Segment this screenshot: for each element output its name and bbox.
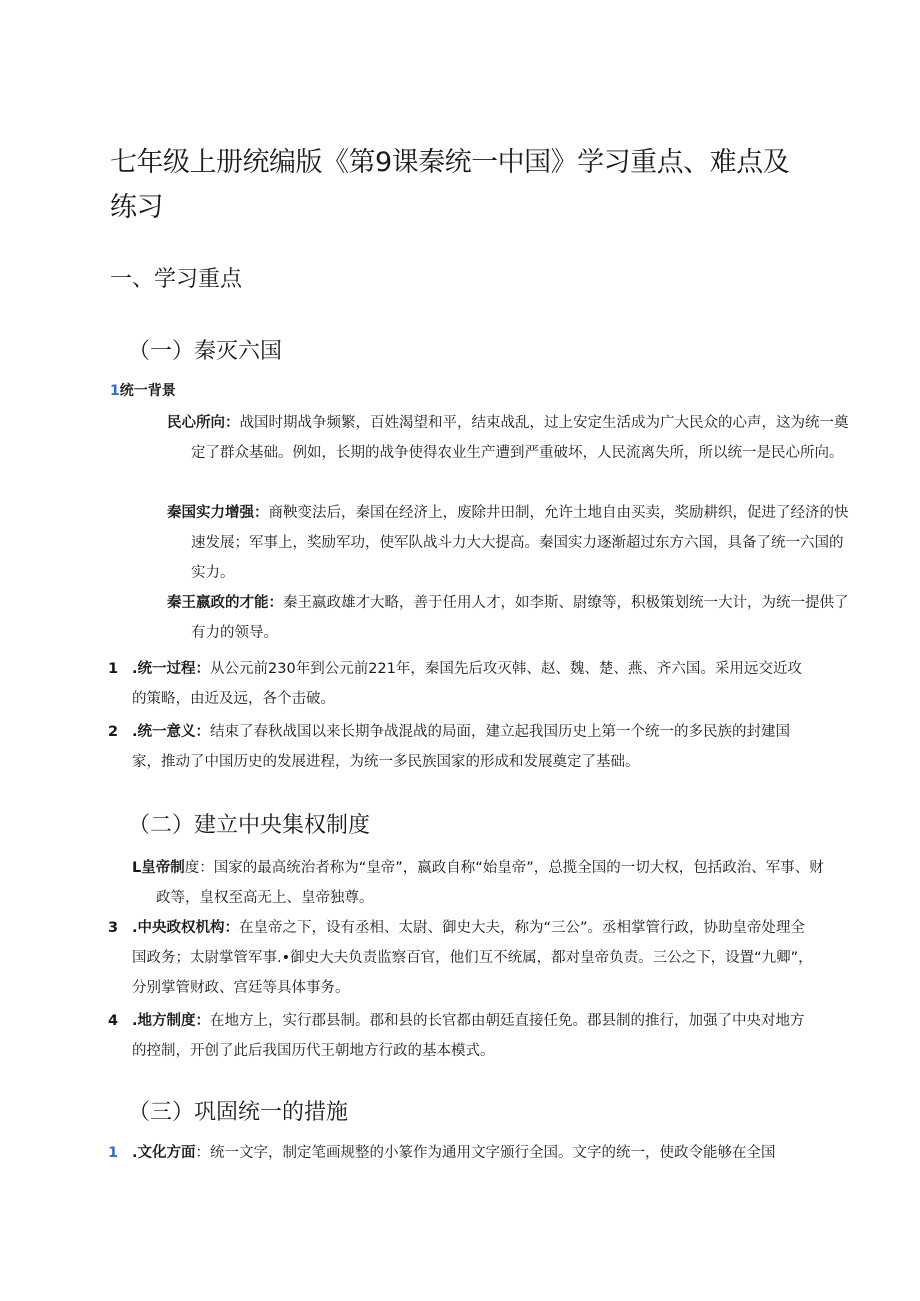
list-item-unification-significance (108, 717, 813, 777)
paragraph-text: 度：国家的最高统治者称为“皇帝”，嬴政自称“始皇帝”，总揽全国的一切大权，包括政治、军事、财政等，皇权至高无上、皇帝独尊。 (156, 860, 824, 906)
list-item-label: .文化方面 (132, 1145, 196, 1161)
paragraph-qin-strength (167, 498, 851, 588)
sub-heading-background (110, 380, 176, 400)
paragraph-label: 民心所向： (167, 415, 240, 431)
list-item-text: 在地方上，实行郡县制。郡和县的长官都由朝廷直接任免。郡县制的推行，加强了中央对地方的控制，开创了此后我国历代王朝地方行政的基本模式。 (132, 1013, 805, 1059)
paragraph-label: 秦国实力增强： (167, 505, 269, 521)
list-item-label: .统一意义： (132, 724, 211, 740)
list-item-central-organs (108, 913, 813, 1003)
list-item-unification-process (108, 654, 813, 714)
paragraph-label: 秦王嬴政的才能： (167, 595, 283, 611)
list-item-text: 结束了春秋战国以来长期争战混战的局面，建立起我国历史上第一个统一的多民族的封建国家，推动了中国历史的发展进程，为统一多民族国家的形成和发展奠定了基础。 (132, 724, 791, 770)
page-title: 七年级上册统编版《第9课秦统一中国》学习重点、难点及练习 (110, 147, 790, 223)
list-item-text: 在皇帝之下，设有丞相、太尉、御史大夫，称为“三公”。丞相掌管行政，协助皇帝处理全国政务；太尉掌管军事.•御史大夫负责监察百官，他们互不统属，都对皇帝负责。三公之下，设置“九卿”，分别掌管财政、宫廷等具体事务。 (132, 920, 813, 996)
subsection-heading-central-power: （二）建立中央集权制度 (128, 813, 371, 838)
paragraph-text: 战国时期战争频繁，百姓渴望和平，结束战乱，过上安定生活成为广大民众的心声，这为统一奠定了群众基础。例如，长期的战争使得农业生产遭到严重破坏，人民流离失所，所以统一是民心所向。 (191, 415, 849, 461)
list-item-text: 从公元前230年到公元前221年，秦国先后攻灭韩、赵、魏、楚、燕、齐六国。采用远交近攻的策略，由近及远，各个击破。 (132, 661, 802, 707)
list-item-number: 3 (108, 920, 119, 936)
list-item-label: .统一过程： (132, 661, 211, 677)
list-item-local-system (108, 1006, 813, 1066)
section-heading-key-points: 一、学习重点 (110, 267, 243, 292)
list-item-culture (108, 1138, 813, 1168)
list-item-number: 1 (108, 1145, 119, 1161)
paragraph-king-talent (167, 588, 851, 648)
sub-heading-label: 统一背景 (119, 383, 176, 399)
list-item-text: ：统一文字，制定笔画规整的小篆作为通用文字颁行全国。文字的统一，使政令能够在全国 (195, 1145, 776, 1161)
paragraph-text: 商鞅变法后，秦国在经济上，废除井田制，允许土地自由买卖，奖励耕织，促进了经济的快速发展；军事上，奖励军功，使军队战斗力大大提高。秦国实力逐渐超过东方六国，具备了统一六国的实力。 (191, 505, 849, 581)
list-item-number: 4 (108, 1013, 119, 1029)
paragraph-emperor-system (132, 853, 836, 913)
subsection-heading-qin-conquest: （一）秦灭六国 (128, 339, 283, 364)
list-item-number: 1 (108, 661, 119, 677)
list-item-label: .地方制度： (132, 1013, 211, 1029)
paragraph-public-will (167, 408, 851, 468)
paragraph-text: 秦王嬴政雄才大略，善于任用人才，如李斯、尉缭等，积极策划统一大计，为统一提供了有力的领导。 (191, 595, 849, 641)
subsection-heading-consolidation: （三）巩固统一的措施 (128, 1100, 349, 1125)
sub-heading-number: 1 (110, 383, 120, 399)
paragraph-label: L皇帝制 (132, 860, 185, 876)
list-item-label: .中央政权机构： (132, 920, 240, 936)
list-item-number: 2 (108, 724, 119, 740)
